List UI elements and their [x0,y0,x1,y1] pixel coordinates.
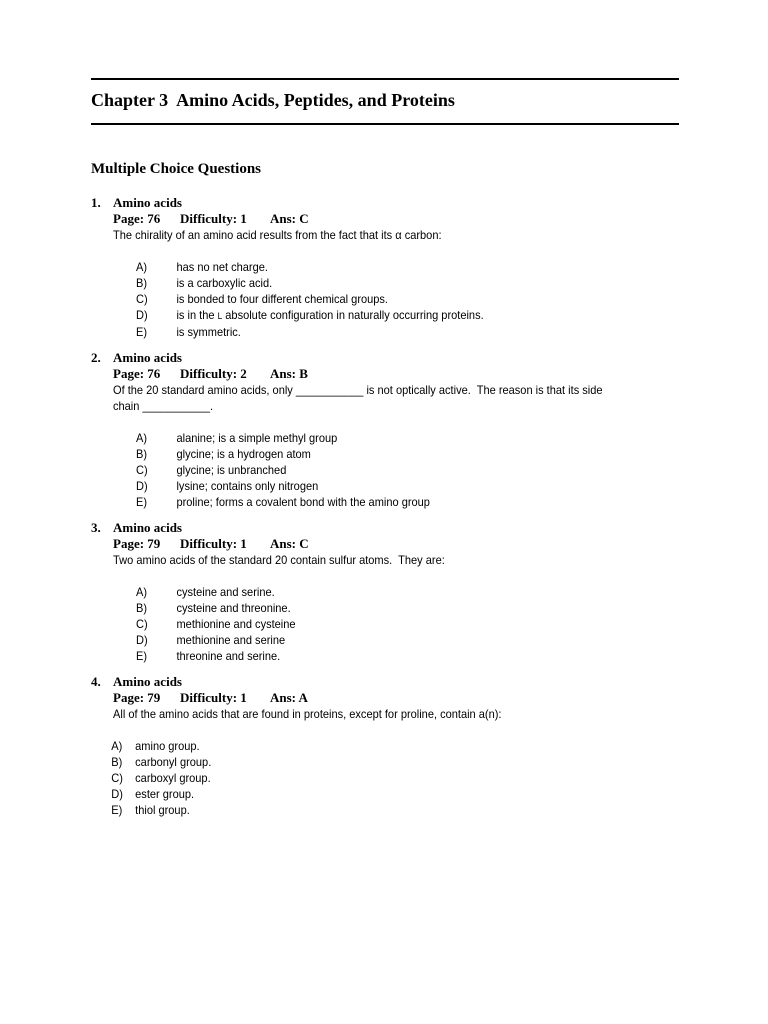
question-difficulty: Difficulty: 1 [180,536,247,551]
answer-option [113,324,636,340]
question-body [113,195,681,340]
question-1 [91,195,681,340]
header-bottom-rule [91,123,679,125]
option-letter: E) [111,803,123,817]
option-text [176,307,483,324]
answer-option [113,632,636,648]
option-letter: D) [136,479,148,493]
question-number: 1. [91,195,101,210]
question-difficulty: Difficulty: 2 [180,366,247,381]
option-text: ester group. [135,787,195,801]
small-caps-l: L [217,311,223,321]
option-letter: C) [136,617,148,631]
answer-options [113,259,681,340]
question-answer: Ans: C [270,536,309,551]
question-answer: Ans: A [270,690,308,705]
question-body [113,350,681,510]
option-letter: A) [136,585,148,599]
question-page: Page: 76 [113,366,161,381]
option-text: is a carboxylic acid. [176,276,273,290]
answer-option [113,259,636,275]
question-topic: Amino acids [113,350,182,365]
option-text: cysteine and threonine. [176,601,291,615]
option-letter: B) [136,276,148,290]
question-meta [113,536,681,552]
answer-options [113,430,681,510]
option-letter: E) [136,325,148,339]
option-letter: B) [136,447,148,461]
option-text: is symmetric. [176,325,241,339]
option-text: amino group. [135,739,200,753]
answer-option [91,786,634,802]
option-letter: C) [111,771,123,785]
answer-option [91,738,634,754]
question-meta [113,690,681,706]
option-letter: A) [136,260,148,274]
header-top-rule [91,78,679,80]
option-letter: D) [136,633,148,647]
answer-option [113,600,636,616]
answer-option [113,446,636,462]
option-letter: E) [136,495,148,509]
question-number: 4. [91,674,101,689]
answer-option [113,584,636,600]
section-title: Multiple Choice Questions [91,161,262,177]
option-text: alanine; is a simple methyl group [176,431,338,445]
question-list [91,195,681,828]
option-letter: B) [111,755,123,769]
answer-option [113,648,636,664]
question-number: 2. [91,350,101,365]
option-text: glycine; is unbranched [176,463,287,477]
question-page: Page: 79 [113,690,161,705]
option-letter: E) [136,649,148,663]
option-text-part: is in the [176,308,218,322]
answer-option [113,478,636,494]
question-text: The chirality of an amino acid results from the fact that its α carbon: [113,228,442,242]
answer-options [113,584,681,664]
question-meta [113,366,681,382]
option-letter: C) [136,292,148,306]
option-text: thiol group. [135,803,190,817]
question-4 [91,674,681,818]
question-text: Two amino acids of the standard 20 contain sulfur atoms. They are: [113,553,445,567]
option-text: cysteine and serine. [176,585,275,599]
option-text: is bonded to four different chemical groups. [176,292,389,306]
question-text-line-1: Of the 20 standard amino acids, only ___________ is not optically active. The reason is that its side [113,383,603,397]
answer-option [91,770,634,786]
answer-option [113,616,636,632]
answer-option [113,275,636,291]
question-meta [113,211,681,227]
option-text: threonine and serine. [176,649,281,663]
question-answer: Ans: B [270,366,308,381]
option-text: methionine and serine [176,633,286,647]
option-letter: C) [136,463,148,477]
option-text: methionine and cysteine [176,617,296,631]
question-topic: Amino acids [113,674,182,689]
question-text: All of the amino acids that are found in proteins, except for proline, contain a(n): [113,707,502,721]
chapter-title: Chapter 3 Amino Acids, Peptides, and Proteins [91,90,455,110]
question-topic: Amino acids [113,195,182,210]
option-text: lysine; contains only nitrogen [176,479,319,493]
question-topic: Amino acids [113,520,182,535]
question-3 [91,520,681,664]
question-2 [91,350,681,510]
option-letter: A) [136,431,148,445]
answer-option [113,307,636,324]
answer-option [113,430,636,446]
option-letter: D) [136,308,148,322]
option-letter: D) [111,787,123,801]
answer-option [113,291,636,307]
answer-option [113,494,636,510]
question-difficulty: Difficulty: 1 [180,690,247,705]
option-text: has no net charge. [176,260,268,274]
answer-option [91,802,634,818]
question-answer: Ans: C [270,211,309,226]
question-number: 3. [91,520,101,535]
question-difficulty: Difficulty: 1 [180,211,247,226]
question-body [113,520,681,664]
question-text-line-2: chain ___________. [113,399,214,413]
option-text: carboxyl group. [135,771,211,785]
answer-option [113,462,636,478]
option-text: proline; forms a covalent bond with the amino group [176,495,430,509]
option-text: glycine; is a hydrogen atom [176,447,311,461]
option-letter: B) [136,601,148,615]
question-body [113,674,681,818]
option-letter: A) [111,739,123,753]
question-page: Page: 79 [113,536,161,551]
answer-options [91,738,681,818]
question-page: Page: 76 [113,211,161,226]
option-text-part: absolute configuration in naturally occurring proteins. [222,308,484,322]
answer-option [91,754,634,770]
option-text: carbonyl group. [135,755,212,769]
